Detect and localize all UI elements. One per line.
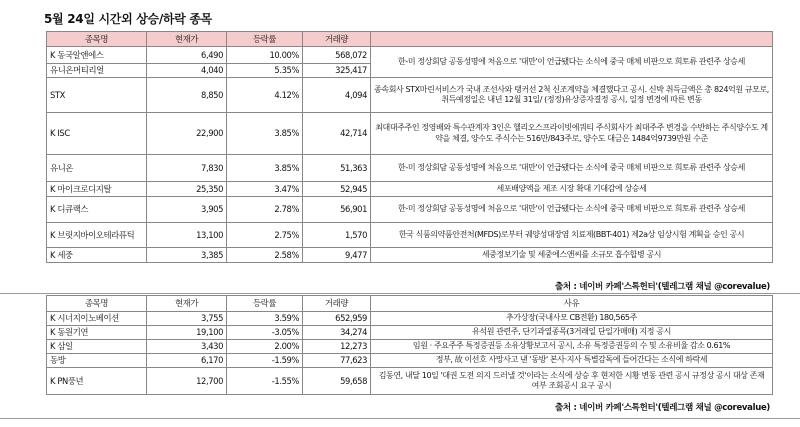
stock-reason: 김동연, 내달 10일 '대권 도전 의지 드러낼 것'이라는 소식에 상승 후 현저한 시황 변동 관련 공시 규정상 공시 대상 존재 여부 조회공시 요구 공시 [371,368,773,395]
stock-price: 19,100 [147,326,227,340]
stock-reason: 한-미 정상회담 공동성명에 처음으로 '대만'이 언급됐다는 소식에 중국 매체 비판으로 희토류 관련주 상승세 [371,197,773,223]
page-title: 5월 24일 시간외 상승/하락 종목 [44,12,212,26]
stock-change: 3.85% [227,155,303,182]
stock-change: 4.12% [227,78,303,113]
stock-price: 3,905 [147,197,227,223]
header-name: 종목명 [47,296,147,312]
stock-change: 2.78% [227,197,303,223]
header-reason: 사유 [371,296,773,312]
table-row [47,354,773,368]
table-header-row [47,296,773,312]
stock-reason: 세중정보기술 및 세중에스앤씨를 소규모 흡수합병 공시 [371,248,773,263]
stock-volume: 568,072 [303,47,371,64]
stock-volume: 34,274 [303,326,371,340]
stock-change: -1.59% [227,354,303,368]
stock-name: 동방 [47,354,147,368]
source-credit: 출처 : 네이버 카페'스톡헌터'(텔레그램 채널 @corevalue) [555,403,770,413]
table-row [47,340,773,354]
stock-change: 10.00% [227,47,303,64]
header-change: 등락률 [227,296,303,312]
table-row [47,155,773,182]
stock-name: STX [47,78,147,113]
stock-name: K 삼일 [47,340,147,354]
table-row [47,223,773,248]
stock-volume: 12,273 [303,340,371,354]
rising-stocks-table [46,31,773,263]
stock-volume: 9,477 [303,248,371,263]
header-reason [371,32,773,47]
stock-name: 유니온 [47,155,147,182]
stock-price: 7,830 [147,155,227,182]
table-row [47,326,773,340]
stock-price: 12,700 [147,368,227,395]
stock-name: K 디큐랙스 [47,197,147,223]
stock-volume: 4,094 [303,78,371,113]
stock-price: 4,040 [147,64,227,78]
stock-name: K ISC [47,113,147,155]
header-change: 등락률 [227,32,303,47]
stock-price: 6,490 [147,47,227,64]
stock-volume: 325,417 [303,64,371,78]
stock-name: K 동국알앤에스 [47,47,147,64]
stock-change: -3.05% [227,326,303,340]
table-header-row [47,32,773,47]
stock-reason: 임원 · 주요주주 특정증권등 소유상황보고서 공시, 소유 특정증권등의 수 및 소유비율 감소 0.61% [371,340,773,354]
stock-reason: 한-미 정상회담 공동성명에 처음으로 '대만'이 언급됐다는 소식에 중국 매체 비판으로 희토류 관련주 상승세 [371,47,773,78]
divider [0,293,800,294]
stock-volume: 652,959 [303,312,371,326]
stock-name: K 세중 [47,248,147,263]
stock-volume: 56,901 [303,197,371,223]
stock-name: K PN풍년 [47,368,147,395]
stock-volume: 59,658 [303,368,371,395]
stock-reason: 추가상장(국내사모 CB전환) 180,565주 [371,312,773,326]
stock-change: 2.00% [227,340,303,354]
stock-volume: 52,945 [303,182,371,197]
stock-price: 3,430 [147,340,227,354]
table-row [47,47,773,64]
stock-price: 25,350 [147,182,227,197]
table-row [47,368,773,395]
stock-name: K 시너지이노베이션 [47,312,147,326]
table-row [47,113,773,155]
header-volume: 거래량 [303,32,371,47]
stock-reason: 세포배양액을 제조 시장 확대 기대감에 상승세 [371,182,773,197]
stock-price: 22,900 [147,113,227,155]
stock-change: 2.75% [227,223,303,248]
stock-change: 3.59% [227,312,303,326]
stock-volume: 77,623 [303,354,371,368]
stock-name: K 마이크로디지탈 [47,182,147,197]
stock-price: 3,755 [147,312,227,326]
stock-change: 2.58% [227,248,303,263]
stock-change: 3.47% [227,182,303,197]
stock-reason: 한국 식품의약품안전처(MFDS)로부터 궤양성대장염 치료제(BBT-401) 제2a상 임상시험 계획을 승인 공시 [371,223,773,248]
stock-name: K 브릿지바이오테라퓨틱 [47,223,147,248]
stock-price: 13,100 [147,223,227,248]
header-price: 현재가 [147,32,227,47]
header-name: 종목명 [47,32,147,47]
stock-reason: 유석원 관련주, 단기과열종목(3거래일 단일가매매) 지정 공시 [371,326,773,340]
stock-volume: 1,570 [303,223,371,248]
stock-name: K 동원기연 [47,326,147,340]
divider [0,418,800,419]
table-row [47,78,773,113]
stock-price: 3,385 [147,248,227,263]
stock-volume: 51,363 [303,155,371,182]
stock-reason: 종속회사 STX마린서비스가 국내 조선사와 탱커선 2척 신조계약을 체결했다고 공시. 신박 취득금액은 총 824억원 규모로, 취득예정일은 내년 12월 31일/ (정정)유상증자결정 공시, 일정 변경에 따른 변동 [371,78,773,113]
table-row [47,182,773,197]
stock-change: 5.35% [227,64,303,78]
stock-reason: 한-미 정상회담 공동성명에 처음으로 '대만'이 언급됐다는 소식에 중국 매체 비판으로 희토류 관련주 상승세 [371,155,773,182]
table-row [47,312,773,326]
stock-price: 6,170 [147,354,227,368]
table-row [47,248,773,263]
stock-reason: 정부, 故 이선호 사망사고 낸 '동방' 본사·지사 특별감독에 들어간다는 소식에 하락세 [371,354,773,368]
after-hours-movers-table [46,295,773,395]
stock-volume: 42,714 [303,113,371,155]
header-volume: 거래량 [303,296,371,312]
stock-reason: 최대대주주인 정영배와 특수관계자 3인은 헬리오스프라이빗에쿼티 주식회사가 최대주주 변경을 수반하는 주식양수도 계약을 체결, 양수도 주식수는 516만/843주로, 양수도 대금은 1484억9739만원 수준 [371,113,773,155]
stock-change: -1.55% [227,368,303,395]
header-price: 현재가 [147,296,227,312]
stock-change: 3.85% [227,113,303,155]
stock-price: 8,850 [147,78,227,113]
table-row [47,197,773,223]
stock-name: 유니온머티리얼 [47,64,147,78]
source-credit: 출처 : 네이버 카페'스톡헌터'(텔레그램 채널 @corevalue) [555,282,770,292]
